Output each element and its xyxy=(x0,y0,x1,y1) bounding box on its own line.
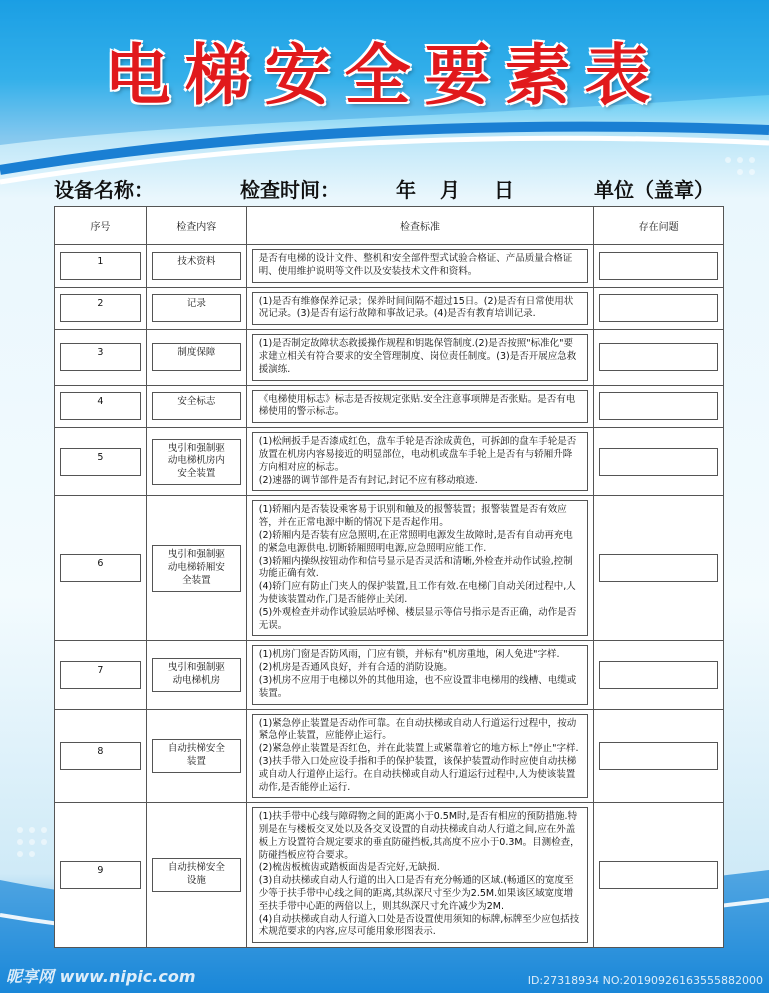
cell-no-box: 9 xyxy=(60,861,141,889)
cell-no xyxy=(55,385,147,428)
cell-item-box: 技术资料 xyxy=(152,252,241,280)
cell-issues-box xyxy=(599,448,718,476)
cell-issues xyxy=(594,245,724,288)
safety-elements-table xyxy=(54,206,724,948)
page-title: 电梯安全要素表 xyxy=(104,37,665,114)
cell-no-box: 4 xyxy=(60,392,141,420)
cell-item xyxy=(146,428,246,496)
day-label: 日 xyxy=(494,178,514,202)
cell-item xyxy=(146,287,246,330)
cell-item-box: 曳引和强制驱动电梯机房 xyxy=(152,658,241,692)
cell-issues-box xyxy=(599,661,718,689)
cell-no-box: 5 xyxy=(60,448,141,476)
cell-issues xyxy=(594,385,724,428)
cell-standard-box: (1)是否有维修保养记录；保养时间间隔不超过15日。(2)是否有日常使用状况记录。(3)是否有运行故障和事故记录。(4)是否有教育培训记录. xyxy=(252,292,588,326)
cell-issues-box xyxy=(599,861,718,889)
cell-no xyxy=(55,803,147,948)
cell-standard xyxy=(246,245,593,288)
cell-no-box: 8 xyxy=(60,742,141,770)
cell-standard-box: (1)是否制定故障状态救援操作规程和钥匙保管制度.(2)是否按照"标准化"要求建立相关有符合要求的安全管理制度、岗位责任制度。(3)是否开展应急救援演练. xyxy=(252,334,588,380)
table-row xyxy=(55,803,724,948)
cell-no xyxy=(55,641,147,709)
cell-item-box: 自动扶梯安全设施 xyxy=(152,858,241,892)
table-row xyxy=(55,385,724,428)
cell-standard xyxy=(246,803,593,948)
year-label: 年 xyxy=(396,178,416,202)
table-row xyxy=(55,330,724,385)
cell-no xyxy=(55,496,147,641)
cell-no xyxy=(55,428,147,496)
cell-item-box: 自动扶梯安全装置 xyxy=(152,739,241,773)
cell-standard-box: (1)紧急停止装置是否动作可靠。在自动扶梯或自动人行道运行过程中，按动紧急停止装置，应能停止运行。 (2)紧急停止装置是否红色，并在此装置上或紧靠着它的地方标上"停止"字样. (3)扶手带入口处应设手指和手的保护装置，该保护装置动作时应使自动扶梯或自动人行道停止运行。在自动扶梯或自动人行道运行过程中,人为使该装置动作,是否能停止运行. xyxy=(252,714,588,799)
cell-issues xyxy=(594,641,724,709)
header-issues: 存在问题 xyxy=(594,207,724,245)
cell-item-box: 安全标志 xyxy=(152,392,241,420)
cell-no xyxy=(55,245,147,288)
cell-standard-box: (1)松闸扳手是否漆成红色，盘车手轮是否涂成黄色，可拆卸的盘车手轮是否放置在机房内容易接近的明显部位，电动机或盘车手轮上是否有与轿厢升降方向相对应的标志。 (2)速器的调节部件是否有封记,封记不应有移动痕迹. xyxy=(252,432,588,491)
cell-issues-box xyxy=(599,294,718,322)
cell-no xyxy=(55,709,147,803)
cell-issues-box xyxy=(599,252,718,280)
cell-issues xyxy=(594,330,724,385)
table-row xyxy=(55,641,724,709)
cell-item xyxy=(146,496,246,641)
cell-standard-box: (1)轿厢内是否装设乘客易于识别和触及的报警装置；报警装置是否有效应答，并在正常电源中断的情况下是否起作用。 (2)轿厢内是否装有应急照明,在正常照明电源发生故障时,是否有自动再充电的紧急电源供电.切断轿厢照明电源,应急照明应能工作. (3)轿厢内操纵按钮动作和信号显示是否灵活和清晰,外检查并动作试验,控制功能正确有效. (4)轿门应有防止门夹人的保护装置,且工作有效.在电梯门自动关闭过程中,人为使该装置动作,门是否能停止关闭. (5)外观检查并动作试验层站呼梯、楼层显示等信号指示是否正确，动作是否无误。 xyxy=(252,500,588,636)
cell-no-box: 3 xyxy=(60,343,141,371)
header-standard: 检查标准 xyxy=(246,207,593,245)
cell-item xyxy=(146,385,246,428)
cell-standard xyxy=(246,385,593,428)
table-row xyxy=(55,245,724,288)
table-row xyxy=(55,709,724,803)
header-no: 序号 xyxy=(55,207,147,245)
cell-standard xyxy=(246,641,593,709)
device-name-label: 设备名称： xyxy=(54,178,154,202)
cell-item-box: 制度保障 xyxy=(152,343,241,371)
cell-standard-box: (1)机房门窗是否防风雨，门应有锁，并标有"机房重地，闲人免进"字样. (2)机房是否通风良好，并有合适的消防设施。 (3)机房不应用于电梯以外的其他用途，也不应设置非电梯用的线槽、电缆或装置。 xyxy=(252,645,588,704)
unit-stamp-label: 单位（盖章） xyxy=(594,178,714,202)
cell-no-box: 1 xyxy=(60,252,141,280)
cell-no-box: 7 xyxy=(60,661,141,689)
cell-item-box: 记录 xyxy=(152,294,241,322)
cell-no-box: 2 xyxy=(60,294,141,322)
cell-item xyxy=(146,245,246,288)
table-header-row xyxy=(55,207,724,245)
cell-issues-box xyxy=(599,554,718,582)
cell-item xyxy=(146,803,246,948)
table-row xyxy=(55,287,724,330)
cell-issues-box xyxy=(599,343,718,371)
cell-item xyxy=(146,330,246,385)
cell-issues xyxy=(594,709,724,803)
month-label: 月 xyxy=(440,178,460,202)
cell-item xyxy=(146,709,246,803)
cell-standard xyxy=(246,330,593,385)
cell-standard-box: 《电梯使用标志》标志是否按规定张贴.安全注意事项牌是否张贴。是否有电梯使用的警示标志。 xyxy=(252,390,588,424)
cell-standard xyxy=(246,428,593,496)
cell-no xyxy=(55,287,147,330)
cell-issues xyxy=(594,287,724,330)
cell-standard-box: 是否有电梯的设计文件、整机和安全部件型式试验合格证、产品质量合格证明、使用维护说明等文件以及安装技术文件和资料。 xyxy=(252,249,588,283)
table-row xyxy=(55,428,724,496)
cell-standard-box: (1)扶手带中心线与障碍物之间的距离小于0.5M时,是否有相应的预防措施.特别是在与楼板交叉处以及各交叉设置的自动扶梯或自动人行道之间,应在外盖板上方设置符合规定要求的垂直防碰挡板,其高度不应小于0.3M。目测检查，防碰挡板应符合要求。 (2)梳齿板梳齿或踏板面齿是否完好,无缺损. (3)自动扶梯或自动人行道的出入口是否有充分畅通的区域.(畅通区的宽度至少等于扶手带中心线之间的距离,其纵深尺寸至少为2.5M.如果该区域宽度增至扶手带中心距的两倍以上，则其纵深尺寸允许减少为2M. (4)自动扶梯或自动人行道入口处是否设置使用须知的标牌,标牌至少应包括技术规范要求的内容,应尽可能用象形图表示. xyxy=(252,807,588,943)
header-item: 检查内容 xyxy=(146,207,246,245)
form-meta xyxy=(54,174,754,202)
cell-issues-box xyxy=(599,392,718,420)
watermark-logo: 昵享网 www.nipic.com xyxy=(6,967,196,986)
cell-issues xyxy=(594,428,724,496)
cell-standard xyxy=(246,496,593,641)
cell-no-box: 6 xyxy=(60,554,141,582)
table-row xyxy=(55,496,724,641)
cell-standard xyxy=(246,287,593,330)
watermark-id: ID:27318934 NO:20190926163555882000 xyxy=(527,974,763,987)
cell-item-box: 曳引和强制驱动电梯轿厢安全装置 xyxy=(152,545,241,591)
inspection-time-label: 检查时间： xyxy=(240,178,340,202)
cell-standard xyxy=(246,709,593,803)
cell-item-box: 曳引和强制驱动电梯机房内安全装置 xyxy=(152,439,241,485)
cell-item xyxy=(146,641,246,709)
cell-issues-box xyxy=(599,742,718,770)
cell-no xyxy=(55,330,147,385)
cell-issues xyxy=(594,496,724,641)
cell-issues xyxy=(594,803,724,948)
